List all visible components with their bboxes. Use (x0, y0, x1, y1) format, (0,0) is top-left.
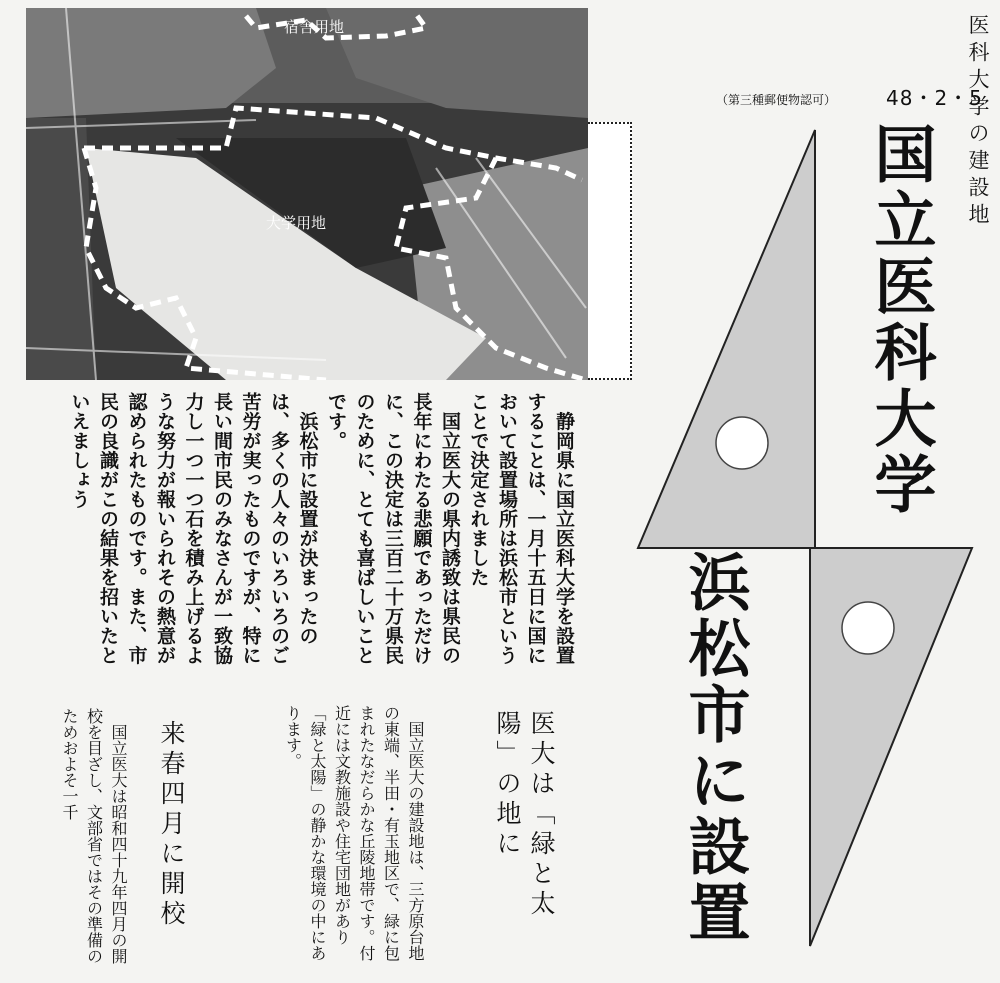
section-heading-green-and-sun: 医大は「緑と太陽」の地に (493, 710, 556, 920)
main-headline: 国立医科大学 (864, 122, 937, 518)
sub-headline: 浜松市に設置 (678, 550, 751, 946)
section-heading-opening: 来春四月に開校 (157, 720, 186, 930)
photo-caption: 医科大学の建設地 (966, 14, 990, 230)
lower-triangle-hole (842, 602, 894, 654)
article-paragraph: 浜松市に設置が決まったのは、多くの人々のいろいろのご苦労が実ったものですが、特に長い間市民のみなさんが一致協力し一つ一つ石を積み上げるような努力が報いられその熱意が認められたものです。また、市民の良識がこの結果を招いたといえましょう (68, 392, 319, 665)
aerial-photo (26, 8, 588, 380)
article-paragraph: 静岡県に国立医科大学を設置することは、一月十五日に国において設置場所は浜松市ということで決定されました (467, 392, 575, 665)
photo-caption-box (588, 122, 632, 380)
upper-triangle-hole (716, 417, 768, 469)
article-paragraph: 国立医大の県内誘致は県民の長年にわたる悲願であっただけに、この決定は三百二十万県民のために、とても喜ばしいことです。 (325, 392, 461, 665)
photo-label-university-site: 大学用地 (266, 214, 327, 232)
article-paragraph-site: 国立医大の建設地は、三方原台地の東端、半田・有玉地区で、緑に包まれたなだらかな丘陵地帯です。付近には文教施設や住宅団地があり「緑と太陽」の静かな環境の中にあります。 (283, 705, 425, 961)
article-body (65, 392, 578, 682)
upper-triangle (638, 130, 815, 548)
article-paragraph-opening: 国立医大は昭和四十九年四月の開校を目ざし、文部省ではその準備のためおよそ一千 (60, 708, 128, 964)
photo-label-dormitory-site: 宿舎用地 (284, 18, 345, 36)
lower-triangle (810, 548, 972, 946)
issue-date: 48・2・5 (886, 86, 983, 110)
postal-permit-notice: （第三種郵便物認可） (716, 93, 837, 107)
